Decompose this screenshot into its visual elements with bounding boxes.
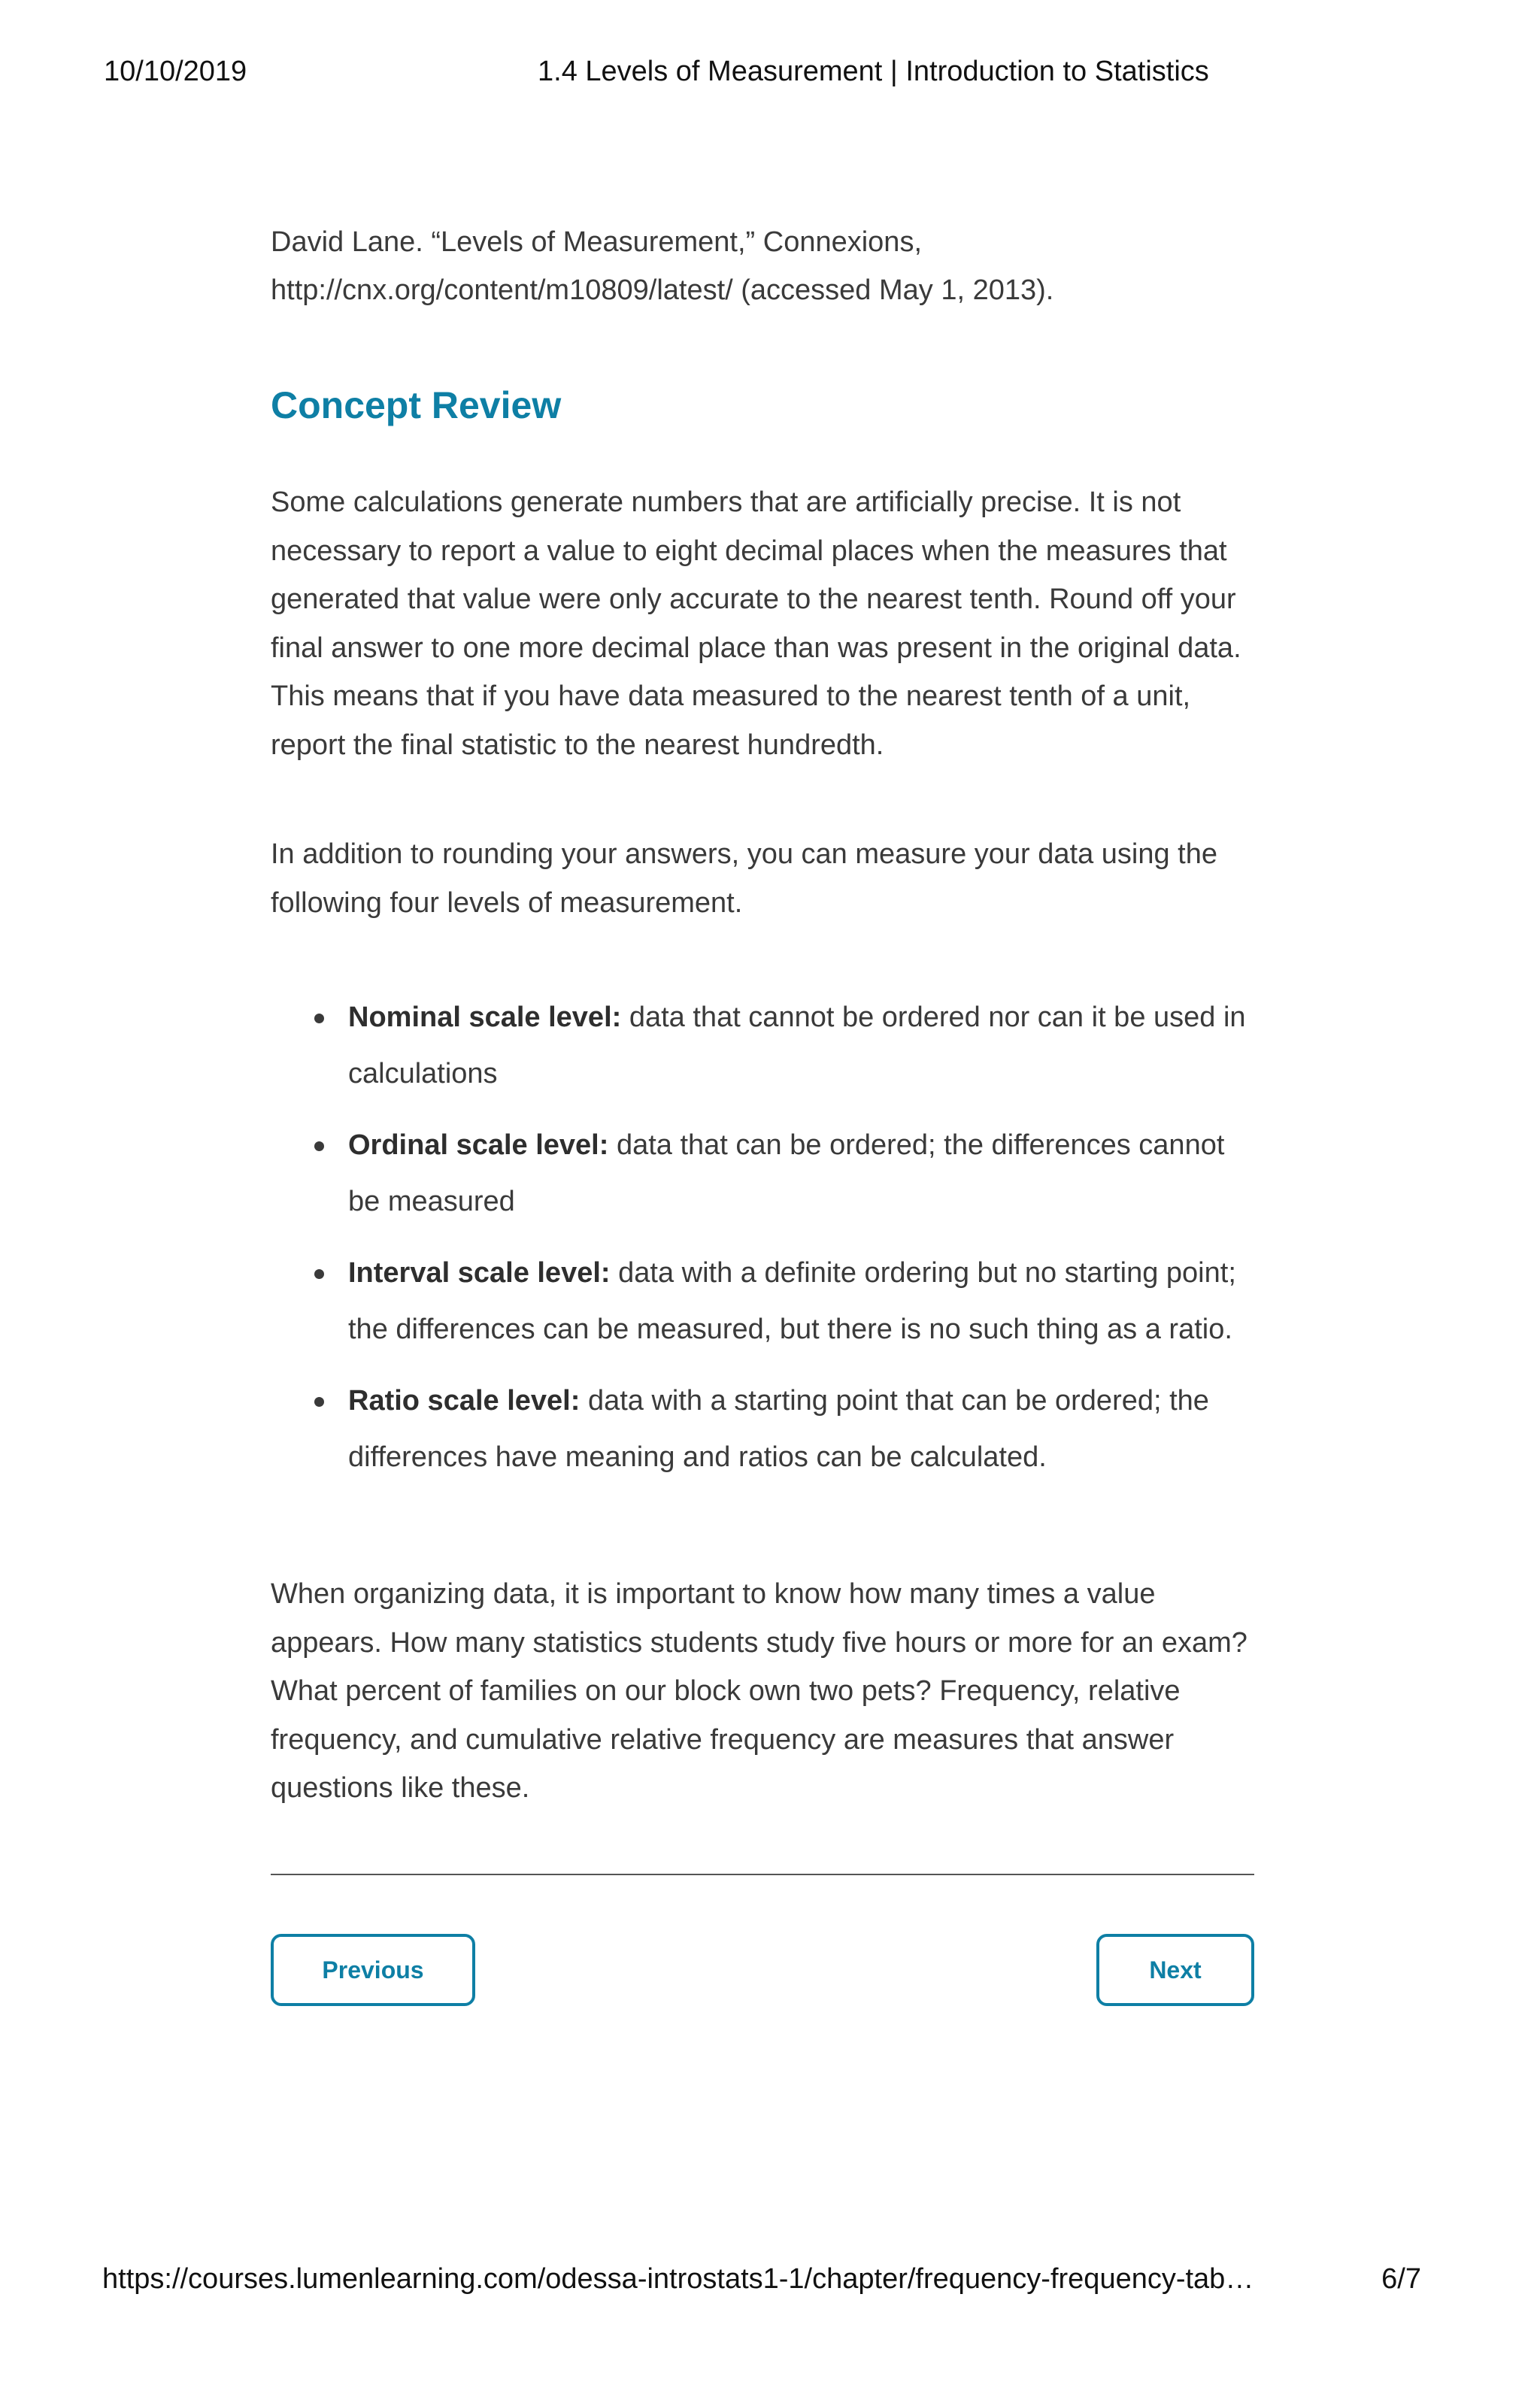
- citation: [271, 218, 1256, 314]
- level-term: Ordinal scale level:: [348, 1129, 609, 1161]
- paragraph-frequency: When organizing data, it is important to know how many times a value appears. How many statistics students study five hours or more for an exam? What percent of families on our block own two pets? Frequency, relative frequency, and cumulative relative frequency are measures that answer questions like these.: [271, 1578, 1247, 1804]
- previous-button[interactable]: Previous: [271, 1934, 475, 2006]
- document-title: 1.4 Levels of Measurement | Introduction to Statistics: [538, 56, 1209, 87]
- bullet-icon: [314, 1397, 324, 1407]
- level-description: data with a definite ordering but no starting point; the differences can be measured, but there is no such thing as a ratio.: [348, 1257, 1236, 1345]
- levels-of-measurement-list: [271, 989, 1263, 1501]
- bullet-icon: [314, 1014, 324, 1023]
- next-button[interactable]: Next: [1096, 1934, 1254, 2006]
- level-description: data that can be ordered; the differences cannot be measured: [348, 1129, 1225, 1217]
- list-item-interval: [271, 1245, 1263, 1357]
- level-term: Interval scale level:: [348, 1257, 611, 1289]
- citation-line-2: http://cnx.org/content/m10809/latest/ (accessed May 1, 2013).: [271, 274, 1054, 306]
- level-term: Nominal scale level:: [348, 1002, 622, 1033]
- page-url: https://courses.lumenlearning.com/odessa-introstats1-1/chapter/frequency-frequency-tab…: [102, 2263, 1254, 2295]
- divider: [271, 1874, 1254, 1875]
- list-item-ratio: [271, 1373, 1263, 1485]
- citation-line-1: David Lane. “Levels of Measurement,” Connexions,: [271, 226, 923, 258]
- print-footer: [102, 2263, 1438, 2302]
- list-item-nominal: [271, 989, 1263, 1102]
- level-description: data that cannot be ordered nor can it be used in calculations: [348, 1002, 1246, 1089]
- bullet-icon: [314, 1269, 324, 1279]
- bullet-icon: [314, 1141, 324, 1151]
- level-term: Ratio scale level:: [348, 1385, 581, 1417]
- level-description: data with a starting point that can be ordered; the differences have meaning and ratios can be calculated.: [348, 1385, 1209, 1473]
- list-item-ordinal: [271, 1117, 1263, 1229]
- page-number: 6/7: [1381, 2263, 1421, 2295]
- print-header: [104, 56, 1436, 95]
- paragraph-levels-intro: In addition to rounding your answers, you can measure your data using the following four levels of measurement.: [271, 838, 1217, 919]
- paragraph-rounding: Some calculations generate numbers that are artificially precise. It is not necessary to report a value to eight decimal places when the measures that generated that value were only accurate to the nearest tenth. Round off your final answer to one more decimal place than was present in the original data. This means that if you have data measured to the nearest tenth of a unit, report the final statistic to the nearest hundredth.: [271, 486, 1241, 761]
- print-date: 10/10/2019: [104, 56, 247, 87]
- section-heading-concept-review: Concept Review: [271, 384, 562, 426]
